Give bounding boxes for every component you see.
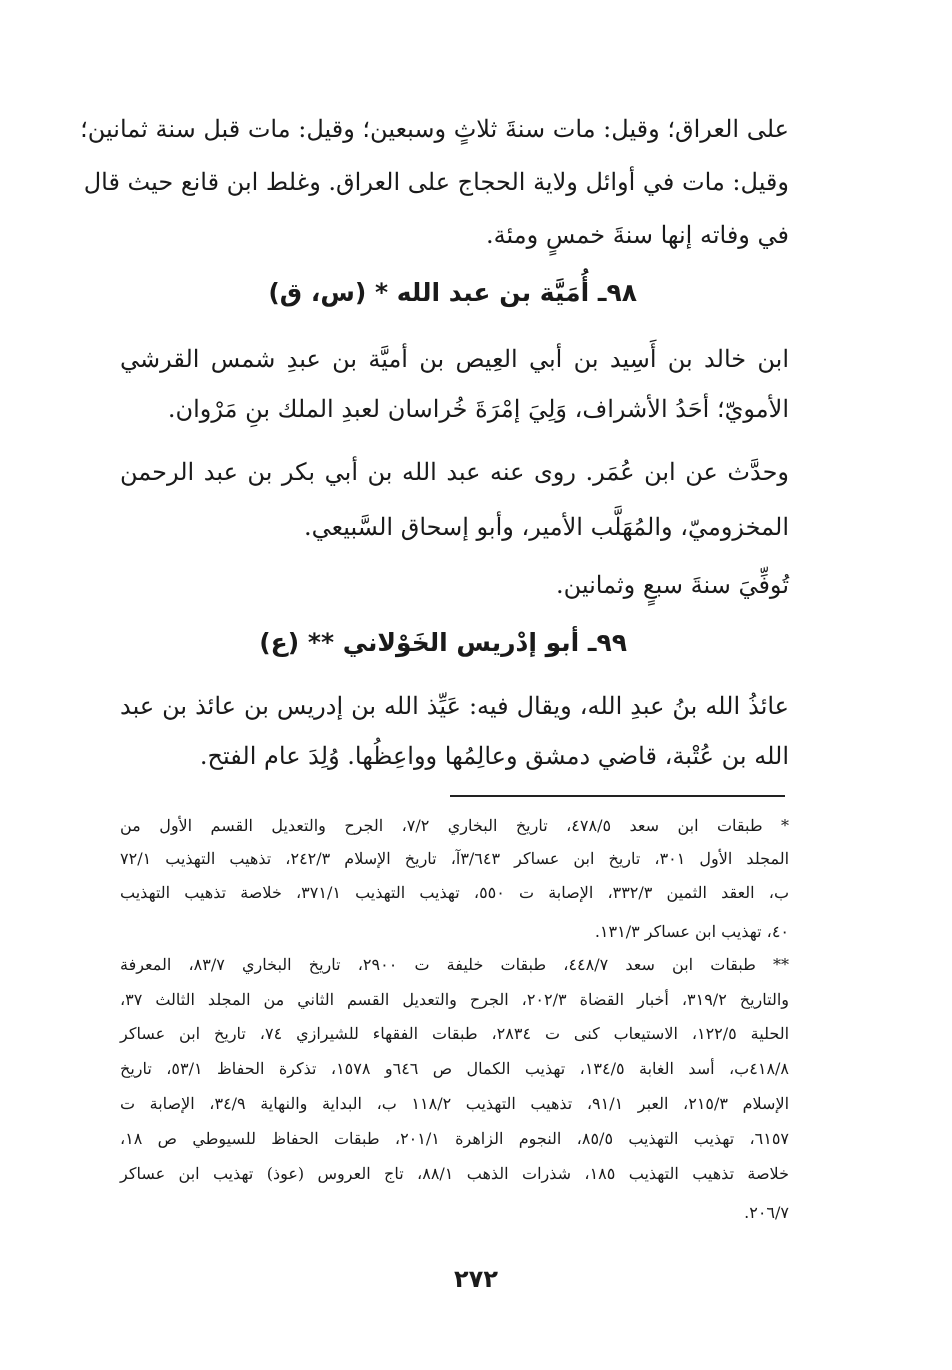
footnote-line: ٢٠٦/٧.	[744, 1203, 789, 1222]
footnote-line: الحلية ١٢٢/٥، الاستيعاب كنى ت ٢٨٣٤، طبقات الفقهاء للشيرازي ٧٤، تاريخ ابن عساكر	[120, 1024, 790, 1043]
body-line: في وفاته إنها سنةَ خمسٍ ومئة.	[486, 221, 789, 249]
body-line: وحدَّث عن ابن عُمَر. روى عنه عبد الله بن أبي بكر بن عبد الرحمن	[120, 458, 789, 486]
entry-heading-98: ٩٨ـ أُمَيَّة بن عبد الله * (س، ق)	[268, 278, 637, 307]
footnote-line: والتاريخ ٣١٩/٢، أخبار القضاة ٢٠٢/٣، الجرح والتعديل القسم الثاني من المجلد الثالث ٣٧،	[120, 990, 790, 1009]
footnote-line: خلاصة تذهيب التهذيب ١٨٥، شذرات الذهب ٨٨/١، تاج العروس (عوذ) تهذيب ابن عساكر	[120, 1164, 789, 1183]
body-line: على العراق؛ وقيل: مات سنةَ ثلاثٍ وسبعين؛ وقيل: مات قبل سنة ثمانين؛	[80, 115, 789, 143]
footnote-line: * طبقات ابن سعد ٤٧٨/٥، تاريخ البخاري ٧/٢، الجرح والتعديل القسم الأول من	[120, 816, 790, 835]
body-line: عائذُ الله بنُ عبدِ الله، ويقال فيه: عَيِّذ الله بن إدريس بن عائذ بن عبد	[120, 692, 789, 720]
body-line: تُوفِّيَ سنةَ سبعٍ وثمانين.	[555, 571, 789, 599]
footnote-line: المجلد الأول ٣٠١، تاريخ ابن عساكر ٣/٦٤٣آ، تاريخ الإسلام ٢٤٢/٣، تذهيب التهذيب ٧٢/١	[120, 849, 790, 868]
body-line: وقيل: مات في أوائل ولاية الحجاج على العراق. وغلط ابن قانع حيث قال	[83, 168, 789, 196]
footnote-line: الإسلام ٢١٥/٣، العبر ٩١/١، تذهيب التهذيب ١١٨/٢ ب، البداية والنهاية ٣٤/٩، الإصابة ت	[120, 1094, 790, 1113]
footnote-line: ٤٠، تهذيب ابن عساكر ١٣١/٣.	[594, 922, 789, 941]
body-line: الله بن عُتْبة، قاضي دمشق وعالِمُها وواعِظُها. وُلِدَ عام الفتح.	[199, 742, 789, 770]
entry-heading-99: ٩٩ـ أبو إدْريس الخَوْلاني ** (ع)	[259, 628, 627, 657]
footnote-line: ** طبقات ابن سعد ٤٤٨/٧، طبقات خليفة ت ٢٩٠٠، تاريخ البخاري ٨٣/٧، المعرفة	[120, 955, 790, 974]
footnote-divider	[450, 795, 785, 797]
footnote-line: ٤١٨/٨ب، أسد الغابة ١٣٤/٥، تهذيب الكمال ص ٦٤٦و ١٥٧٨، تذكرة الحفاظ ٥٣/١، تاريخ	[120, 1059, 790, 1078]
body-line: ابن خالد بن أَسِيد بن أبي العِيص بن أميَّة بن عبدِ شمس القرشي	[120, 345, 789, 373]
body-line: الأمويّ؛ أحَدُ الأشراف، وَلِيَ إمْرَةَ خُراسان لعبدِ الملك بنِ مَرْوان.	[167, 395, 789, 423]
body-line: المخزوميّ، والمُهَلَّب الأمير، وأبو إسحاق السَّبيعي.	[303, 513, 789, 541]
page-number: ٢٧٢	[454, 1265, 498, 1293]
footnote-line: ٦١٥٧، تهذيب التهذيب ٨٥/٥، النجوم الزاهرة ٢٠١/١، طبقات الحفاظ للسيوطي ص ١٨،	[120, 1129, 789, 1148]
footnote-line: ب، العقد الثمين ٣٣٢/٣، الإصابة ت ٥٥٠، تهذيب التهذيب ٣٧١/١، خلاصة تذهيب التهذيب	[120, 883, 790, 902]
